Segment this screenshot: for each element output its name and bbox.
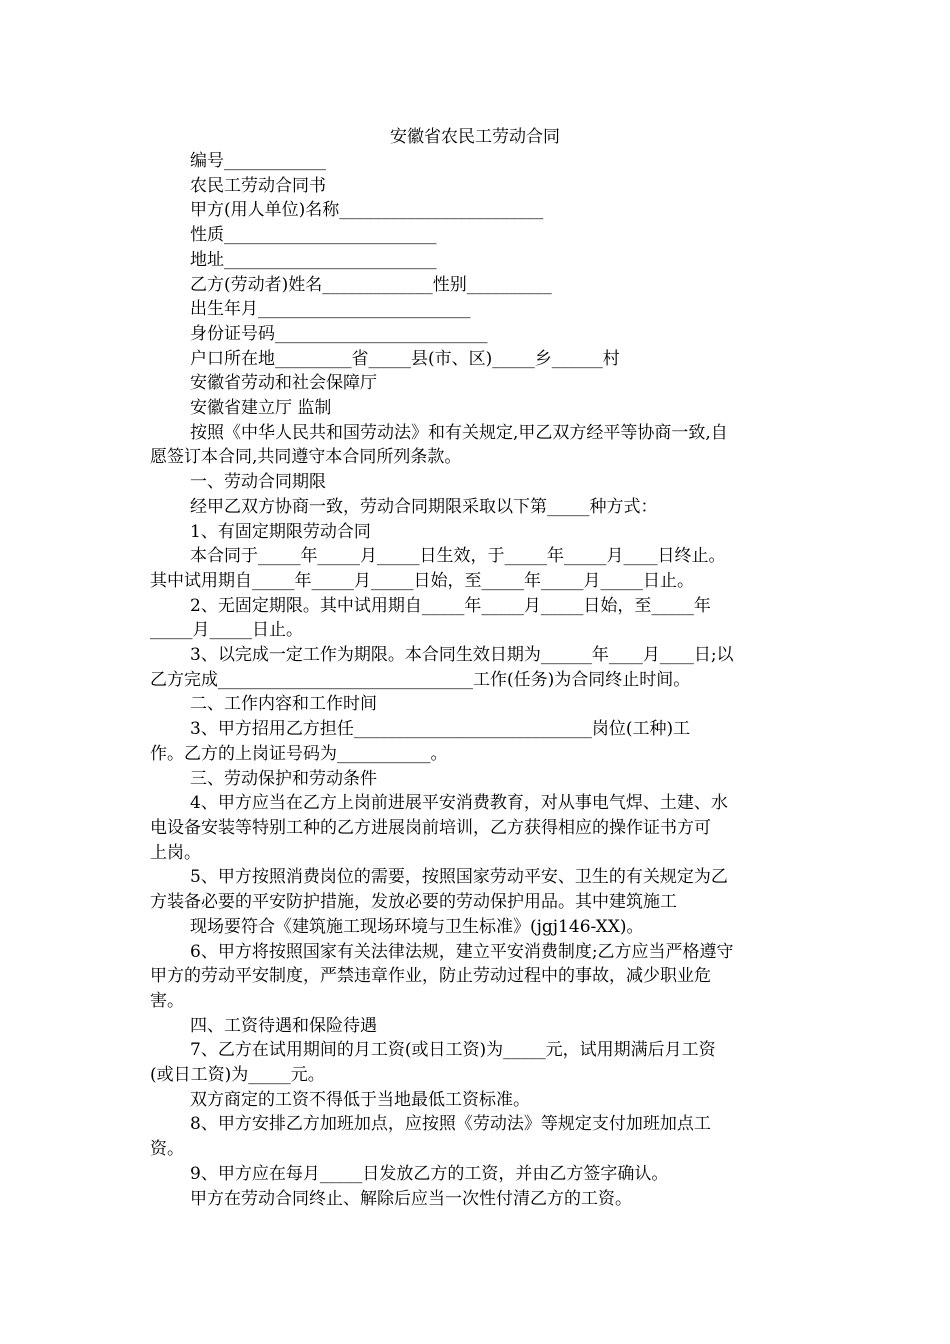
text-line: 安徽省劳动和社会保障厅	[190, 373, 377, 394]
text-line: 2、无固定期限。其中试用期自_____年_____月_____日始，至_____年	[190, 595, 711, 616]
text-line: (或日工资)为_____元。	[150, 1065, 325, 1086]
text-line: 上岗。	[150, 842, 201, 863]
text-line: 愿签订本合同,共同遵守本合同所列条款。	[150, 447, 462, 468]
text-line: 身份证号码_________________________	[190, 323, 488, 344]
text-line: 3、以完成一定工作为期限。本合同生效日期为______年____月____日;以	[190, 645, 734, 666]
text-line: 出生年月_________________________	[190, 299, 471, 320]
text-line: 按照《中华人民共和国劳动法》和有关规定,甲乙双方经平等协商一致,自	[190, 422, 728, 443]
text-line: 5、甲方按照消费岗位的需要，按照国家劳动平安、卫生的有关规定为乙	[190, 867, 728, 888]
text-line: 6、甲方将按照国家有关法律法规，建立平安消费制度;乙方应当严格遵守	[190, 941, 734, 962]
text-line: 安徽省建立厅 监制	[190, 398, 332, 419]
text-line: 3、甲方招用乙方担任____________________________岗位(工种)工	[190, 719, 691, 740]
text-line: 1、有固定期限劳动合同	[190, 521, 371, 542]
text-line: 性质_________________________	[190, 225, 437, 246]
text-line: 资。	[150, 1139, 184, 1160]
text-line: 本合同于_____年_____月_____日生效，于_____年_____月____日终止。	[190, 546, 726, 567]
text-line: 甲方在劳动合同终止、解除后应当一次性付清乙方的工资。	[190, 1188, 632, 1209]
text-line: 7、乙方在试用期间的月工资(或日工资)为_____元，试用期满后月工资	[190, 1040, 716, 1061]
text-line: 乙方完成______________________________工作(任务)为合同终止时间。	[150, 669, 691, 690]
text-line: 4、甲方应当在乙方上岗前进展平安消费教育，对从事电气焊、土建、水	[190, 793, 728, 814]
text-line: _____月_____日止。	[150, 620, 303, 641]
text-line: 一、劳动合同期限	[190, 472, 326, 493]
text-line: 经甲乙双方协商一致，劳动合同期限采取以下第_____种方式：	[190, 496, 658, 517]
text-line: 害。	[150, 990, 184, 1011]
text-line: 其中试用期自_____年_____月_____日始，至_____年_____月_____日止。	[150, 570, 694, 591]
text-line: 四、工资待遇和保险待遇	[190, 1015, 377, 1036]
document-body	[150, 149, 800, 1211]
text-line: 二、工作内容和工作时间	[190, 694, 377, 715]
text-line: 8、甲方安排乙方加班加点，应按照《劳动法》等规定支付加班加点工	[190, 1114, 711, 1135]
text-line: 现场要符合《建筑施工现场环境与卫生标准》(jgj146-XX)。	[190, 916, 644, 937]
text-line: 方装备必要的平安防护措施，发放必要的劳动保护用品。其中建筑施工	[150, 892, 677, 913]
text-line: 甲方的劳动平安制度，严禁违章作业，防止劳动过程中的事故，减少职业危	[150, 966, 711, 987]
text-line: 农民工劳动合同书	[190, 175, 326, 196]
text-line: 编号____________	[190, 151, 326, 171]
text-line: 甲方(用人单位)名称________________________	[190, 200, 544, 221]
text-line: 作。乙方的上岗证号码为___________。	[150, 743, 448, 764]
text-line: 地址_________________________	[190, 249, 437, 270]
text-line: 三、劳动保护和劳动条件	[190, 768, 377, 789]
text-line: 乙方(劳动者)姓名_____________性别__________	[190, 274, 552, 295]
text-line: 电设备安装等特别工种的乙方进展岗前培训，乙方获得相应的操作证书方可	[150, 817, 711, 838]
text-line: 户口所在地_________省_____县(市、区)_____乡______村	[190, 348, 620, 369]
document-title: 安徽省农民工劳动合同	[390, 127, 560, 147]
text-line: 9、甲方应在每月_____日发放乙方的工资，并由乙方签字确认。	[190, 1163, 669, 1184]
text-line: 双方商定的工资不得低于当地最低工资标准。	[190, 1089, 530, 1110]
